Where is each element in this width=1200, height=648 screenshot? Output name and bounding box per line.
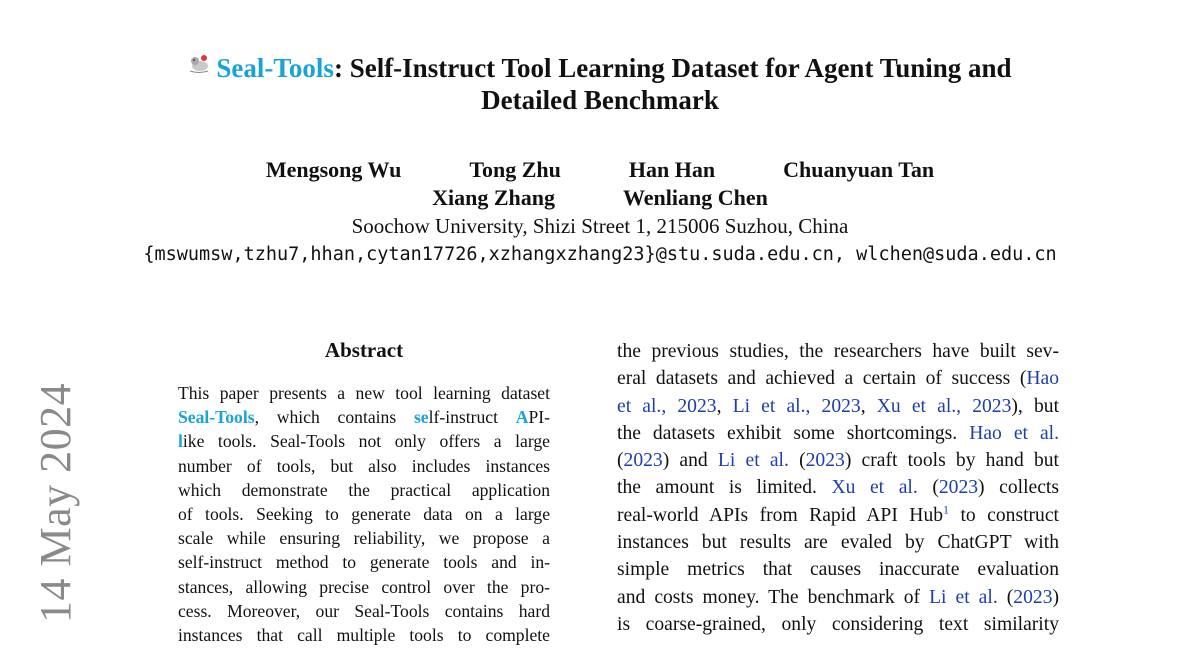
abstract-line: self-instruct method to generate tools and in- — [178, 552, 550, 573]
author-name: Tong Zhu — [469, 157, 561, 182]
abstract-line: number of tools, but also includes instances — [178, 455, 550, 476]
intro-body — [617, 338, 1059, 638]
author-name: Mengsong Wu — [265, 157, 402, 182]
abstract-line: cess. Moreover, our Seal-Tools contains hard — [178, 600, 550, 621]
affiliation: Soochow University, Shizi Street 1, 215006 Suzhou, China — [351, 214, 849, 238]
author-name: Wenliang Chen — [623, 185, 768, 210]
authors-row-1 — [0, 156, 1200, 184]
arxiv-date-stamp: 14 May 2024 — [31, 382, 80, 623]
footnote-marker[interactable]: 1 — [943, 502, 950, 517]
body-line: and costs money. The benchmark of Li et al. (2023) — [617, 586, 1060, 608]
body-line: the datasets exhibit some shortcomings. Hao et al. — [617, 422, 1059, 444]
author-name: Han Han — [628, 157, 716, 182]
abstract-heading: Abstract — [324, 338, 404, 362]
body-line: the amount is limited. Xu et al. (2023) collects — [617, 477, 1059, 499]
body-line: is coarse-grained, only considering text similarity — [617, 613, 1059, 635]
body-line: real-world APIs from Rapid API Hub$^1$ to construct — [617, 502, 1059, 526]
citation-link[interactable]: et al., 2023 — [617, 395, 717, 417]
abstract-line: scale while ensuring reliability, we propose a — [178, 528, 550, 549]
dataset-name: Seal-Tools — [178, 407, 255, 428]
author-name: Xiang Zhang — [432, 185, 555, 210]
author-emails: {mswumsw,tzhu7,hhan,cytan17726,xzhangxzhang23}@stu.suda.edu.cn, wlchen@suda.edu.cn — [143, 244, 1057, 265]
citation-link[interactable]: Li et al. — [717, 450, 789, 472]
citation-link[interactable]: Li et al., 2023 — [732, 395, 861, 417]
abstract-line: Seal-Tools, which contains self-instruct API- — [178, 407, 550, 428]
abstract-line: of tools. Seeking to generate data on a large — [178, 504, 550, 525]
body-line: instances but results are evaled by ChatGPT with — [617, 532, 1059, 554]
authors-row-2 — [0, 184, 1200, 212]
abstract-line: like tools. Seal-Tools not only offers a large — [178, 431, 550, 452]
citation-link[interactable]: 2023 — [938, 477, 979, 499]
abstract-line: This paper presents a new tool learning dataset — [178, 383, 550, 403]
citation-link[interactable]: 2023 — [623, 450, 663, 472]
citation-link[interactable]: 2023 — [805, 450, 845, 472]
abstract-body — [178, 381, 550, 647]
citation-link[interactable]: Li et al. — [929, 586, 998, 608]
abstract-line: stances, allowing precise control over the pro- — [178, 576, 550, 597]
author-name: Chuanyuan Tan — [783, 157, 935, 182]
body-line: the previous studies, the researchers have built sev- — [617, 341, 1059, 362]
body-line: eral datasets and achieved a certain of success (Hao — [617, 368, 1059, 390]
abstract-line: instances that call multiple tools to complete — [178, 625, 550, 646]
citation-link[interactable]: Hao et al. — [969, 422, 1059, 444]
body-line: simple metrics that causes inaccurate evaluation — [617, 559, 1059, 581]
body-line: et al., 2023, Li et al., 2023, Xu et al., 2023), but — [617, 395, 1060, 417]
seal-logo-icon — [188, 52, 210, 74]
citation-link[interactable]: Xu et al. — [831, 477, 918, 499]
paper-title — [0, 52, 1200, 116]
citation-link[interactable]: 2023 — [1013, 586, 1053, 608]
citation-link[interactable]: Xu et al., 2023 — [876, 395, 1012, 417]
title-line-2: Detailed Benchmark — [481, 85, 719, 115]
title-line-1 — [0, 52, 1200, 84]
citation-link[interactable]: Hao — [1026, 368, 1059, 390]
body-line: (2023) and Li et al. (2023) craft tools by hand but — [617, 450, 1059, 472]
abstract-line: which demonstrate the practical application — [178, 479, 550, 500]
title-rest: : Self-Instruct Tool Learning Dataset for Agent Tuning and — [333, 53, 1012, 83]
title-brand: Seal-Tools — [216, 53, 334, 83]
